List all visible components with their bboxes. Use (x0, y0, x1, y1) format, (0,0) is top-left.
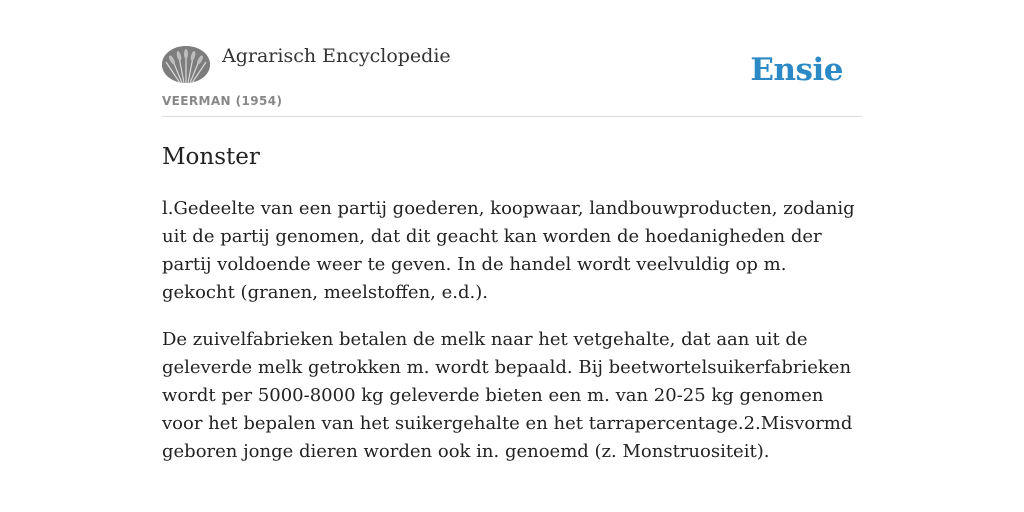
header (162, 40, 862, 117)
source-label: VEERMAN (1954) (162, 94, 283, 108)
ensie-brand-link[interactable]: Ensie (750, 52, 843, 88)
wheat-sheaf-logo-icon[interactable] (162, 46, 210, 83)
article-paragraph: l.Gedeelte van een partij goederen, koopwaar, landbouwproducten, zodanig uit de partij genomen, dat dit geacht kan worden de hoedanigheden der partij voldoende weer te geven. In de handel wordt veelvuldig op m. gekocht (granen, meelstoffen, e.d.). (162, 198, 855, 303)
encyclopedia-name[interactable]: Agrarisch Encyclopedie (222, 45, 451, 67)
article-page (162, 40, 862, 466)
article-paragraph: De zuivelfabrieken betalen de melk naar het vetgehalte, dat aan uit de geleverde melk getrokken m. wordt bepaald. Bij beetwortelsuikerfabrieken wordt per 5000-8000 kg geleverde bieten een m. van 20-25 kg genomen voor het bepalen van het suikergehalte en het tarrapercentage.2.Misvormd geboren jonge dieren worden ook in. genoemd (z. Monstruositeit). (162, 329, 853, 462)
article-body (162, 195, 862, 466)
page-title: Monster (162, 144, 260, 170)
